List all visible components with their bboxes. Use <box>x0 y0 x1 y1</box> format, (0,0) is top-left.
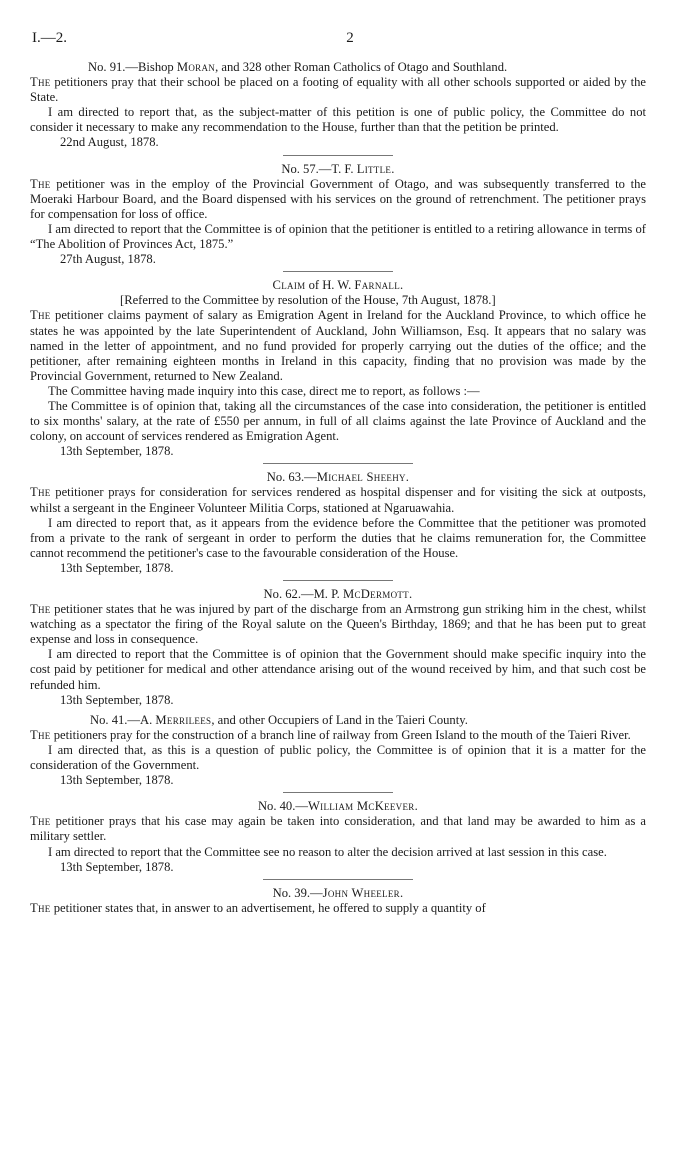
petition-paragraph: The petitioner claims payment of salary as Emigration Agent in Ireland for the Auckland Province, to which office he states he was appointed by the late Superintendent of Auckland, John Williamson, Esq. It appears that no salary was named in the letter of appointment, and no fund provided for properly carrying out the duties of the office; and the petitioner, after remaining eighteen months in Ireland in this capacity, finding that no provision was made by the Provincial Government, returned to New Zealand. <box>30 308 646 383</box>
section-date: 13th September, 1878. <box>60 444 174 459</box>
petition-section <box>30 60 646 156</box>
section-divider <box>283 155 393 156</box>
section-heading: No. 57.—T. F. Little. <box>281 161 395 176</box>
section-date: 13th September, 1878. <box>60 692 174 707</box>
referral-note: [Referred to the Committee by resolution of the House, 7th August, 1878.] <box>120 293 496 308</box>
page-header <box>0 30 700 50</box>
section-divider <box>283 792 393 793</box>
section-heading: Claim of H. W. Farnall. <box>272 278 404 293</box>
section-heading: No. 39.—John Wheeler. <box>272 885 404 900</box>
petition-section <box>30 799 646 879</box>
report-paragraph: I am directed to report that the Committee is of opinion that the Government should make specific inquiry into the cost paid by petitioner for medical and other attendance arising out of the wound received by him, and that such cost be refunded him. <box>30 647 646 692</box>
petition-paragraph: The petitioner states that he was injured by part of the discharge from an Armstrong gun striking him in the chest, whilst watching as a spectator the firing of the Royal salute on the Queen's Birthday, 1869; and that he has been put to great expense and loss in consequence. <box>30 602 646 647</box>
section-divider <box>263 879 413 880</box>
page-number: 2 <box>346 30 354 46</box>
petition-paragraph: The petitioner states that, in answer to an advertisement, he offered to supply a quantity of <box>30 900 486 915</box>
section-divider <box>263 463 413 464</box>
petition-paragraph: The petitioners pray for the construction of a branch line of railway from Green Island to the mouth of the Taieri River. <box>30 727 631 742</box>
petition-paragraph: The petitioner was in the employ of the Provincial Government of Otago, and was subsequently transferred to the Moeraki Harbour Board, and the Board dispensed with his services on the ground of retrenchment. The petitioner prays for compensation for loss of office. <box>30 176 646 221</box>
section-divider <box>283 271 393 272</box>
report-paragraph: I am directed to report that, as the subject-matter of this petition is one of public policy, the Committee do not consider it necessary to make any recommendation to the House, further than that the petition be printed. <box>30 105 646 135</box>
petition-section <box>30 470 646 581</box>
report-paragraph: The Committee having made inquiry into this case, direct me to report, as follows :— <box>48 383 480 398</box>
section-heading: No. 41.—A. Merrilees, and other Occupiers of Land in the Taieri County. <box>90 712 468 727</box>
section-date: 27th August, 1878. <box>60 252 156 267</box>
petition-section <box>30 713 646 793</box>
report-paragraph: I am directed that, as this is a question of public policy, the Committee is of opinion that it is a matter for the consideration of the Government. <box>30 742 646 773</box>
section-divider <box>283 580 393 581</box>
petition-section <box>30 587 646 708</box>
section-heading: No. 91.—Bishop Moran, and 328 other Roman Catholics of Otago and Southland. <box>88 60 508 74</box>
section-date: 13th September, 1878. <box>60 859 174 874</box>
section-heading: No. 63.—Michael Sheehy. <box>266 470 410 485</box>
document-body <box>30 60 646 916</box>
report-paragraph: I am directed to report that, as it appears from the evidence before the Committee that the petitioner was promoted from a private to the rank of sergeant in order to perform the duties that he claims remuneration for, the Committee cannot recommend the petitioner's case to the favourable consideration of the House. <box>30 515 646 560</box>
section-heading: No. 40.—William McKeever. <box>257 799 419 814</box>
section-date: 13th September, 1878. <box>60 560 174 575</box>
report-paragraph: The Committee is of opinion that, taking all the circumstances of the case into consideration, the petitioner is entitled to six months' salary, at the rate of £550 per annum, in full of all claims against the late Province of Auckland and the colony, on account of services rendered as Emigration Agent. <box>30 398 646 444</box>
section-date: 22nd August, 1878. <box>60 135 159 150</box>
document-reference: I.—2. <box>32 30 67 46</box>
petition-section <box>30 162 646 273</box>
petition-section <box>30 886 646 916</box>
petition-paragraph: The petitioner prays for consideration for services rendered as hospital dispenser and for visiting the sick at outposts, whilst a sergeant in the Engineer Volunteer Militia Corps, stationed at Ngaruawahia. <box>30 485 646 515</box>
petition-paragraph: The petitioners pray that their school be placed on a footing of equality with all other schools supported or aided by the State. <box>30 75 646 105</box>
report-paragraph: I am directed to report that the Committee see no reason to alter the decision arrived at last session in this case. <box>48 844 607 859</box>
petition-paragraph: The petitioner prays that his case may again be taken into consideration, and that land may be awarded to him as a military settler. <box>30 814 646 844</box>
section-date: 13th September, 1878. <box>60 773 174 788</box>
petition-section <box>30 278 646 464</box>
report-paragraph: I am directed to report that the Committee is of opinion that the petitioner is entitled to a retiring allowance in terms of “The Abolition of Provinces Act, 1875.” <box>30 221 646 252</box>
section-heading: No. 62.—M. P. McDermott. <box>263 587 413 601</box>
